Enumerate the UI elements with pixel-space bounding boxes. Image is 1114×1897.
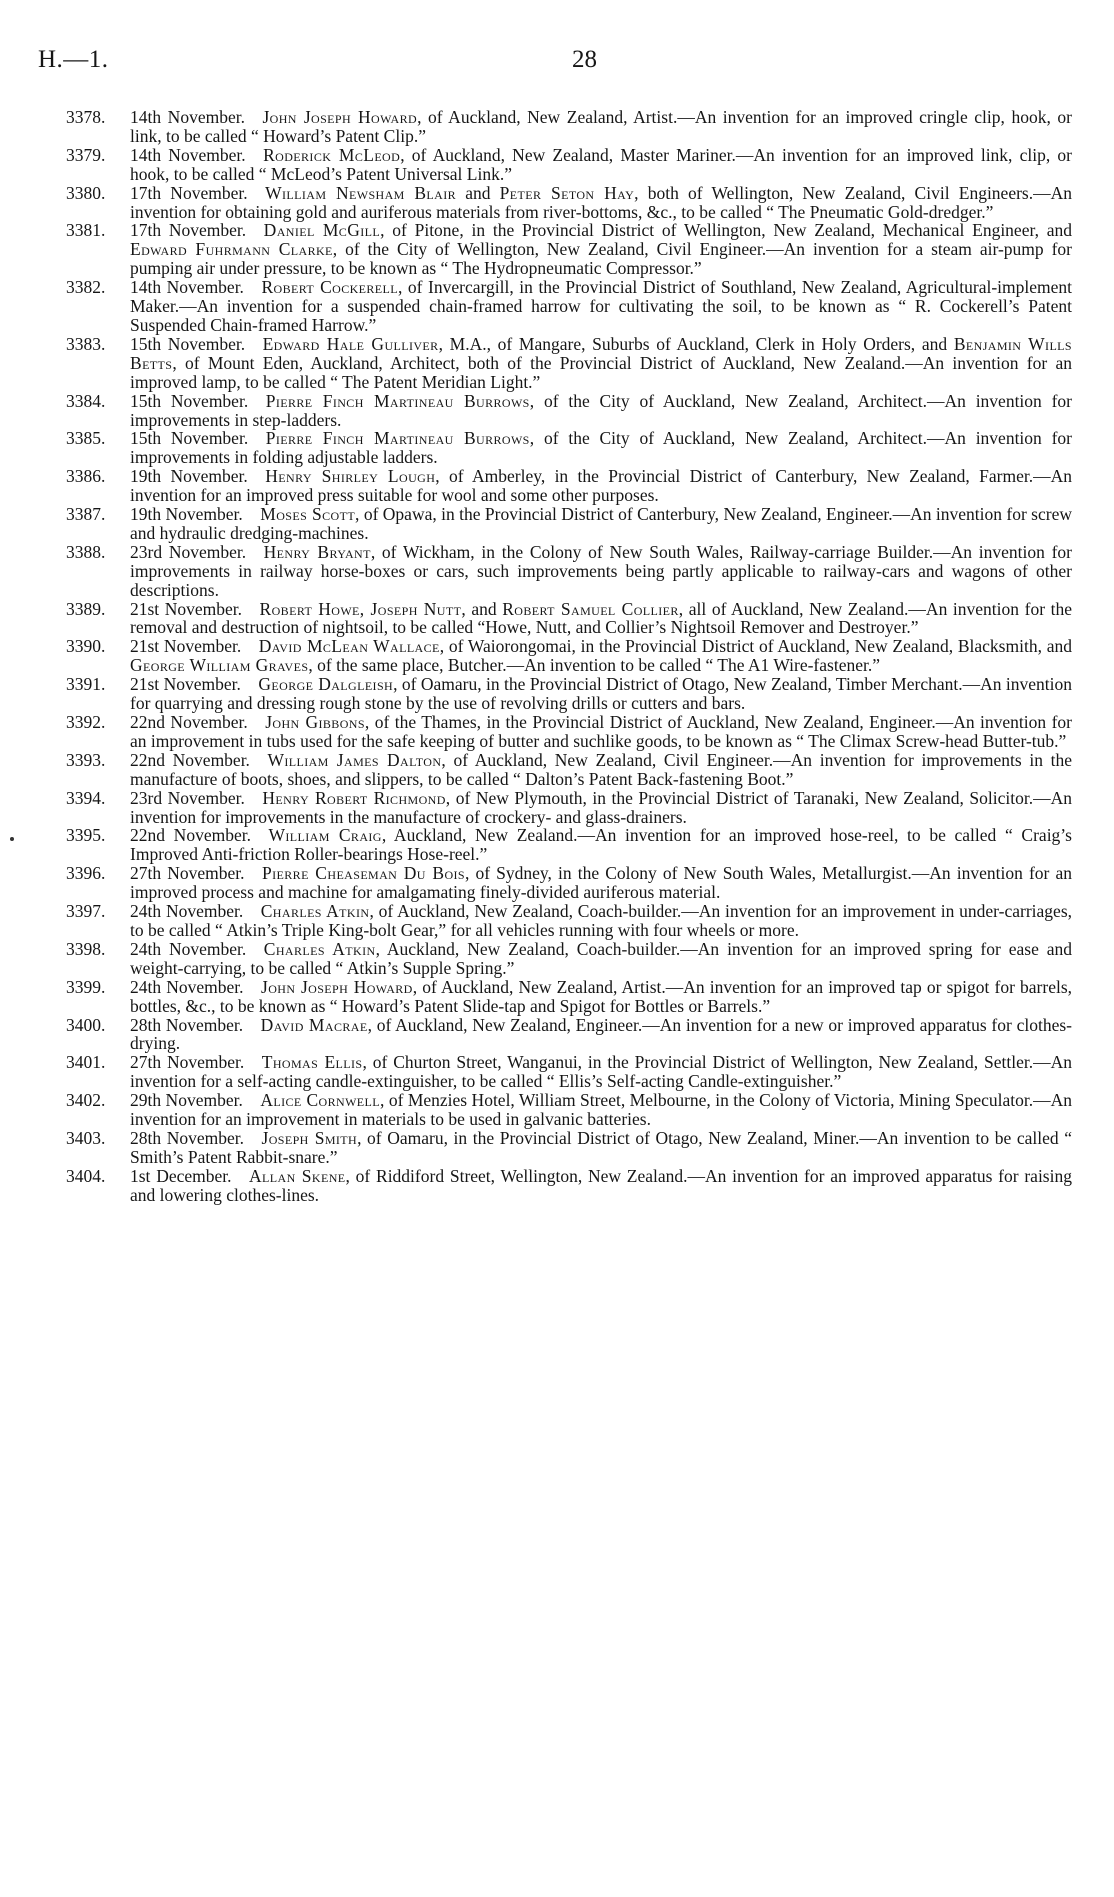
entry-number: 3392. — [66, 712, 106, 732]
applicant-name: Thomas Ellis — [261, 1052, 363, 1073]
patent-entry — [66, 184, 1072, 222]
patent-entry — [66, 826, 1072, 864]
entry-description: , of Invercargill, in the Provincial District of Southland, New Zealand, Agricultural-implement Maker.—An invention for a suspended chain-framed harrow for cultivating the soil, to be known as “ R. Cockerell’s Patent Suspended Chain-framed Harrow.” — [130, 277, 1072, 335]
applicant-name: Allan Skene — [249, 1165, 346, 1186]
patent-entry — [66, 108, 1072, 146]
entry-description: , Auckland, New Zealand.—An invention for an improved hose-reel, to be called “ Craig’s Improved Anti-friction Roller-bearings Hose-reel.” — [130, 825, 1072, 865]
entry-date: 19th November. — [130, 504, 243, 525]
entry-description: , of Auckland, New Zealand, Coach-builder.—An invention for an improvement in under-carriages, to be called “ Atkin’s Triple King-bolt Gear,” for all vehicles running with four wheels or more. — [130, 901, 1073, 940]
applicant-name: Pierre Cheaseman Du Bois — [262, 863, 465, 884]
entry-date: 21st November. — [130, 674, 241, 695]
entry-number: 3402. — [66, 1090, 106, 1111]
patent-entry — [66, 335, 1072, 392]
patent-entry — [66, 429, 1072, 467]
entry-number: 3385. — [66, 428, 106, 449]
entry-date: 23rd November. — [130, 541, 247, 562]
entry-date: 17th November. — [130, 220, 247, 241]
entry-date: 28th November. — [130, 1127, 244, 1148]
entry-number: 3389. — [66, 598, 106, 619]
entry-text: , of Pitone, in the Provincial District of Wellington, New Zealand, Mechanical Engineer, and — [380, 220, 1072, 241]
entry-description: , of the City of Auckland, New Zealand, Architect.—An invention for improvements in step-ladders. — [130, 390, 1073, 430]
entry-description: , of Churton Street, Wanganui, in the Provincial District of Wellington, New Zealand, Settler.—An invention for a self-acting candle-extinguisher, to be called “ Ellis’s Self-acting Candle-extinguisher.” — [130, 1052, 1073, 1092]
entry-number: 3383. — [66, 333, 106, 354]
margin-mark — [10, 837, 14, 841]
patent-entry — [66, 1016, 1072, 1054]
entry-description: , of Auckland, New Zealand, Engineer.—An invention for a new or improved apparatus for clothes-drying. — [130, 1014, 1073, 1054]
entry-date: 27th November. — [130, 863, 245, 884]
patent-entry — [66, 637, 1072, 675]
entry-date: 14th November. — [130, 277, 244, 298]
patent-entries-list — [66, 108, 1072, 1205]
entry-date: 14th November. — [130, 144, 246, 165]
entry-date: 24th November. — [130, 901, 244, 922]
co-applicant-name: George William Graves — [130, 655, 309, 676]
applicant-name: John Joseph Howard — [261, 976, 413, 997]
page-number: 28 — [572, 46, 597, 73]
entry-date: 19th November. — [130, 466, 248, 487]
entry-description: , of Amberley, in the Provincial District of Canterbury, New Zealand, Farmer.—An invention for an improved press suitable for wool and some other purposes. — [130, 466, 1072, 506]
patent-entry — [66, 940, 1072, 978]
entry-date: 21st November. — [130, 598, 243, 619]
applicant-name: Henry Bryant — [263, 541, 371, 562]
patent-entry — [66, 505, 1072, 543]
patent-entry — [66, 278, 1072, 335]
entry-number: 3393. — [66, 749, 106, 770]
entry-date: 22nd November. — [130, 712, 248, 732]
entry-number: 3399. — [66, 976, 106, 997]
co-applicant-name: Robert Samuel Collier — [502, 598, 679, 619]
entry-date: 27th November. — [130, 1052, 245, 1073]
applicant-name: George Dalgleish — [258, 674, 394, 695]
entry-number: 3394. — [66, 787, 106, 808]
entry-number: 3378. — [66, 107, 106, 127]
entry-number: 3395. — [66, 825, 106, 846]
document-reference: H.—1. — [38, 46, 109, 73]
entry-text: and — [456, 182, 500, 203]
entry-number: 3390. — [66, 636, 106, 657]
patent-entry — [66, 751, 1072, 789]
entry-date: 22nd November. — [130, 825, 251, 846]
entry-text: , and — [461, 598, 503, 619]
patent-entry — [66, 978, 1072, 1016]
applicant-name: Charles Atkin — [263, 938, 376, 959]
entry-number: 3386. — [66, 466, 106, 487]
entry-description: , of Sydney, in the Colony of New South Wales, Metallurgist.—An invention for an improved process and machine for amalgamating finely-divided auriferous material. — [130, 863, 1072, 903]
entry-number: 3404. — [66, 1165, 106, 1186]
patent-entry — [66, 902, 1072, 940]
applicant-name: Charles Atkin — [260, 901, 370, 922]
patent-entry — [66, 1167, 1072, 1205]
applicant-name: Pierre Finch Martineau Burrows — [265, 428, 530, 449]
entry-date: 15th November. — [130, 333, 246, 354]
applicant-name: Edward Hale Gulliver — [262, 333, 439, 354]
entry-description: , of Riddiford Street, Wellington, New Zealand.—An invention for an improved apparatus for raising and lowering clothes-lines. — [130, 1165, 1072, 1205]
patent-entry — [66, 543, 1072, 600]
entry-text: , M.A., of Mangare, Suburbs of Auckland, Clerk in Holy Orders, and — [438, 333, 954, 354]
entry-date: 1st December. — [130, 1165, 232, 1186]
applicant-name: John Joseph Howard — [262, 107, 418, 127]
entry-date: 28th November. — [130, 1014, 244, 1035]
patent-entry — [66, 1129, 1072, 1167]
applicant-name: Robert Cockerell — [261, 277, 399, 298]
entry-description: , of Opawa, in the Provincial District of Canterbury, New Zealand, Engineer.—An invention for screw and hydraulic dredging-machines. — [130, 504, 1072, 543]
co-applicant-name: Edward Fuhrmann Clarke — [130, 239, 333, 260]
entry-description: , of the City of Auckland, New Zealand, Architect.—An invention for improvements in folding adjustable ladders. — [130, 428, 1073, 468]
entry-description: , of Auckland, New Zealand, Civil Engineer.—An invention for improvements in the manufacture of boots, shoes, and slippers, to be called “ Dalton’s Patent Back-fastening Boot.” — [130, 749, 1072, 789]
applicant-name: Pierre Finch Martineau Burrows — [265, 390, 530, 411]
co-applicant-name: Benjamin Wills Betts — [130, 333, 1072, 373]
entry-number: 3401. — [66, 1052, 106, 1073]
entry-description: , of Menzies Hotel, William Street, Melbourne, in the Colony of Victoria, Mining Speculator.—An invention for an improvement in materials to be used in galvanic batteries. — [130, 1090, 1072, 1130]
entry-description: , of Auckland, New Zealand, Artist.—An invention for an improved tap or spigot for barrels, bottles, &c., to be known as “ Howard’s Patent Slide-tap and Spigot for Bottles or Barrels.” — [130, 976, 1073, 1016]
applicant-name: Roderick McLeod — [263, 144, 401, 165]
entry-number: 3384. — [66, 390, 106, 411]
applicant-name: David McLean Wallace — [258, 636, 440, 657]
entry-text: , of Waiorongomai, in the Provincial District of Auckland, New Zealand, Blacksmith, and — [439, 636, 1072, 657]
entry-number: 3387. — [66, 504, 106, 525]
entry-number: 3382. — [66, 277, 106, 298]
entry-description: , of Wickham, in the Colony of New South Wales, Railway-carriage Builder.—An invention for improvements in railway horse-boxes or cars, such improvements being partly applicable to railway-cars and wagons of other descriptions. — [130, 541, 1072, 600]
entry-number: 3400. — [66, 1014, 106, 1035]
applicant-name: Henry Robert Richmond — [262, 787, 446, 808]
entry-number: 3380. — [66, 182, 106, 203]
applicant-name: Joseph Smith — [261, 1127, 358, 1148]
patent-entry — [66, 1091, 1072, 1129]
applicant-name: William Craig — [268, 825, 382, 846]
patent-entry — [66, 600, 1072, 638]
entry-description: , all of Auckland, New Zealand.—An invention for the removal and destruction of nightsoil, to be called “Howe, Nutt, and Collier’s Nightsoil Remover and Destroyer.” — [130, 598, 1072, 638]
entry-number: 3379. — [66, 144, 106, 165]
entry-date: 24th November. — [130, 938, 247, 959]
entry-description: , of the City of Wellington, New Zealand, Civil Engineer.—An invention for a steam air-pump for pumping air under pressure, to be known as “ The Hydropneumatic Compressor.” — [130, 239, 1072, 279]
patent-entry — [66, 789, 1072, 827]
applicant-name: David Macrae — [260, 1014, 368, 1035]
entry-description: , of Auckland, New Zealand, Artist.—An invention for an improved cringle clip, hook, or link, to be called “ Howard’s Patent Clip.” — [130, 107, 1072, 146]
entry-date: 24th November. — [130, 976, 244, 997]
entry-number: 3391. — [66, 674, 106, 695]
entry-date: 23rd November. — [130, 787, 245, 808]
entry-number: 3396. — [66, 863, 106, 884]
entry-description: , of Mount Eden, Auckland, Architect, both of the Provincial District of Auckland, New Zealand.—An invention for an improved lamp, to be called “ The Patent Meridian Light.” — [130, 352, 1072, 392]
entry-date: 15th November. — [130, 428, 249, 449]
applicant-name: Daniel McGill — [263, 220, 381, 241]
applicant-name: Robert Howe, Joseph Nutt — [259, 598, 462, 619]
entry-number: 3381. — [66, 220, 106, 241]
co-applicant-name: Peter Seton Hay — [499, 182, 635, 203]
page-header — [38, 46, 1078, 86]
entry-number: 3398. — [66, 938, 106, 959]
patent-entry — [66, 713, 1072, 751]
patent-entry — [66, 467, 1072, 505]
applicant-name: Henry Shirley Lough — [265, 466, 436, 487]
entry-description: , both of Wellington, New Zealand, Civil Engineers.—An invention for obtaining gold and auriferous materials from river-bottoms, &c., to be called “ The Pneumatic Gold-dredger.” — [130, 182, 1072, 222]
applicant-name: William James Dalton — [267, 749, 442, 770]
entry-number: 3388. — [66, 541, 106, 562]
applicant-name: Moses Scott — [260, 504, 356, 525]
patent-entry — [66, 221, 1072, 278]
entry-description: , Auckland, New Zealand, Coach-builder.—An invention for an improved spring for ease and weight-carrying, to be called “ Atkin’s Supple Spring.” — [130, 938, 1073, 978]
patent-entry — [66, 1053, 1072, 1091]
entry-description: , of Oamaru, in the Provincial District of Otago, New Zealand, Miner.—An invention to be called “ Smith’s Patent Rabbit-snare.” — [130, 1127, 1073, 1167]
entry-date: 21st November. — [130, 636, 242, 657]
patent-entry — [66, 392, 1072, 430]
entry-description: , of New Plymouth, in the Provincial District of Taranaki, New Zealand, Solicitor.—An invention for improvements in the manufacture of crockery- and glass-drainers. — [130, 787, 1072, 827]
entry-description: , of Auckland, New Zealand, Master Mariner.—An invention for an improved link, clip, or hook, to be called “ McLeod’s Patent Universal Link.” — [130, 144, 1073, 184]
entry-date: 15th November. — [130, 390, 249, 411]
entry-date: 29th November. — [130, 1090, 243, 1111]
applicant-name: Alice Cornwell — [260, 1090, 380, 1111]
entry-number: 3403. — [66, 1127, 106, 1148]
entry-date: 14th November. — [130, 107, 245, 127]
entry-description: , of the same place, Butcher.—An invention to be called “ The A1 Wire-fastener.” — [308, 655, 880, 676]
applicant-name: William Newsham Blair — [265, 182, 457, 203]
entry-description: , of the Thames, in the Provincial District of Auckland, New Zealand, Engineer.—An invention for an improvement in tubs used for the safe keeping of butter and suchlike goods, to be known as “ The Climax Screw-head Butter-tub.” — [130, 712, 1072, 751]
patent-entry — [66, 146, 1072, 184]
entry-date: 22nd November. — [130, 749, 250, 770]
entry-date: 17th November. — [130, 182, 248, 203]
entry-description: , of Oamaru, in the Provincial District of Otago, New Zealand, Timber Merchant.—An invention for quarrying and dressing rough stone by the use of revolving drills or cutters and bars. — [130, 674, 1072, 714]
patent-entry — [66, 864, 1072, 902]
patent-entry — [66, 675, 1072, 713]
entry-number: 3397. — [66, 901, 106, 922]
applicant-name: John Gibbons — [265, 712, 365, 732]
